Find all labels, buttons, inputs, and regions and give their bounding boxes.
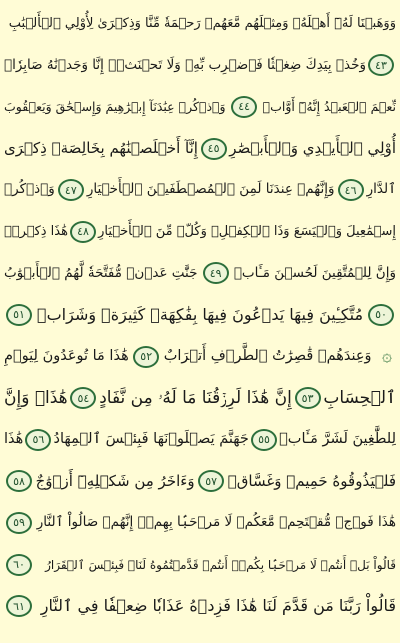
ayah-number-icon: ٤٧ <box>58 179 84 201</box>
ayah-number-icon: ٤٨ <box>70 221 96 243</box>
verse-line-3 <box>4 86 396 128</box>
verse-line-7 <box>4 253 396 295</box>
verse-line-1 <box>4 3 396 45</box>
ayah-number-icon: ٥٧ <box>198 470 224 492</box>
verse-text: مُتَّكِـِٔينَ فِيهَا يَدۡعُونَ فِيهَا بِفَٰكِهَةٖ كَثِيرَةٖ وَشَرَابٖ <box>37 304 364 324</box>
ayah-number-icon: ٥٤ <box>70 387 96 409</box>
verse-text: وَٱذۡكُرۡ عِبَٰدَنَآ إِبۡرَٰهِيمَ وَإِسۡحَٰقَ وَيَعۡقُوبَ <box>4 98 226 114</box>
ayah-number-icon: ٤٣ <box>368 54 394 76</box>
verse-text: جَهَنَّمَ يَصۡلَوۡنَهَا فَبِئۡسَ ٱلۡمِهَادُ <box>53 431 249 448</box>
verse-text: إِنَّآ أَخۡلَصۡنَٰهُم بِخَالِصَةٖ ذِكۡرَى <box>4 139 198 158</box>
verse-text: جَنَّٰتِ عَدۡنٖ مُّفَتَّحَةٗ لَّهُمُ ٱلۡأَبۡوَٰبُ <box>4 264 198 281</box>
ayah-number-icon: ٥٢ <box>133 346 159 368</box>
ayah-number-icon: ٥٠ <box>368 304 394 326</box>
verse-line-8 <box>4 294 396 336</box>
verse-line-15 <box>4 585 396 627</box>
verse-line-6 <box>4 211 396 253</box>
verse-text: هَٰذَا <box>4 431 24 448</box>
rub-el-hizb-icon: ۞ <box>382 346 392 367</box>
verse-text: أُوْلِي ٱلۡأَيۡدِي وَٱلۡأَبۡصَٰرِ <box>229 139 396 158</box>
ayah-number-icon: ٤٦ <box>338 179 364 201</box>
verse-text: هَٰذَا مَا تُوعَدُونَ لِيَوۡمِ <box>4 348 129 365</box>
verse-line-4 <box>4 128 396 170</box>
verse-text: وَءَاخَرُ مِن شَكۡلِهِۦٓ أَزۡوَٰجٌ <box>35 471 195 490</box>
verse-text: وَوَهَبۡنَا لَهُۥٓ أَهۡلَهُۥ وَمِثۡلَهُم مَّعَهُمۡ رَحۡمَةٗ مِّنَّا وَذِكۡرَىٰ لِأُوْلِي ٱلۡأَلۡبَٰبِ <box>8 16 396 32</box>
verse-line-14 <box>4 544 396 586</box>
ayah-number-icon: ٤٥ <box>201 138 227 160</box>
ayah-number-icon: ٦٠ <box>6 554 32 576</box>
verse-line-10 <box>4 377 396 419</box>
verse-line-9 <box>4 336 396 378</box>
verse-line-2 <box>4 45 396 87</box>
ayah-number-icon: ٤٤ <box>231 96 257 118</box>
verse-line-12 <box>4 461 396 503</box>
verse-text: وَخُذۡ بِيَدِكَ ضِغۡثٗا فَٱضۡرِب بِّهِۦ وَلَا تَحۡنَثۡۗ إِنَّا وَجَدۡنَٰهُ صَابِرٗاۚ <box>4 56 366 73</box>
ayah-number-icon: ٤٩ <box>203 262 229 284</box>
verse-text: هَٰذَا فَوۡجٞ مُّقۡتَحِمٞ مَّعَكُمۡ لَا مَرۡحَبَۢا بِهِمۡۚ إِنَّهُمۡ صَالُواْ ٱلنَّارِ <box>36 514 396 531</box>
ayah-number-icon: ٥٦ <box>25 429 51 451</box>
verse-text: نِّعۡمَ ٱلۡعَبۡدُ إِنَّهُۥٓ أَوَّابٞ <box>262 98 396 114</box>
ayah-number-icon: ٥٥ <box>251 429 277 451</box>
verse-text: هَٰذَاۚ وَإِنَّ <box>4 387 68 408</box>
verse-text: لِلطَّٰغِينَ لَشَرَّ مَـَٔابٖ <box>279 431 396 448</box>
ayah-number-icon: ٥٨ <box>6 470 32 492</box>
ayah-number-icon: ٥٣ <box>295 387 321 409</box>
verse-line-11 <box>4 419 396 461</box>
verse-text: وَعِندَهُمۡ قَٰصِرَٰتُ ٱلطَّرۡفِ أَتۡرَابٌ <box>163 348 372 365</box>
verse-text: وَإِنَّ لِلۡمُتَّقِينَ لَحُسۡنَ مَـَٔابٖ <box>233 264 396 281</box>
verse-text: إِسۡمَٰعِيلَ وَٱلۡيَسَعَ وَذَا ٱلۡكِفۡلِۖ وَكُلّٞ مِّنَ ٱلۡأَخۡيَارِ <box>98 224 396 240</box>
ayah-number-icon: ٥٩ <box>6 512 32 534</box>
verse-text: إِنَّ هَٰذَا لَرِزۡقُنَا مَا لَهُۥ مِن نَّفَادٍ <box>99 387 292 408</box>
verse-text: ٱلدَّارِ <box>366 181 396 198</box>
verse-text: قَالُواْ رَبَّنَا مَن قَدَّمَ لَنَا هَٰذَا فَزِدۡهُ عَذَابٗا ضِعۡفٗا فِي ٱلنَّارِ <box>40 596 396 616</box>
verse-text: فَلۡيَذُوقُوهُ حَمِيمٞ وَغَسَّاقٞ <box>227 471 396 490</box>
verse-text: قَالُواْ بَلۡ أَنتُمۡ لَا مَرۡحَبَۢا بِكُمۡۖ أَنتُمۡ قَدَّمۡتُمُوهُ لَنَاۖ فَبِئۡسَ ٱلۡقَرَارُ <box>45 557 396 572</box>
verse-text: وَٱذۡكُرۡ <box>4 181 55 198</box>
verse-text: ٱلۡحِسَابِ <box>323 387 396 408</box>
ayah-number-icon: ٥١ <box>6 304 32 326</box>
verse-text: هَٰذَا ذِكۡرٞۚ <box>4 224 68 240</box>
verse-line-13 <box>4 502 396 544</box>
ayah-number-icon: ٦١ <box>6 595 32 617</box>
verse-line-5 <box>4 169 396 211</box>
verse-text: وَإِنَّهُمۡ عِندَنَا لَمِنَ ٱلۡمُصۡطَفَيۡنَ ٱلۡأَخۡيَارِ <box>86 181 335 198</box>
